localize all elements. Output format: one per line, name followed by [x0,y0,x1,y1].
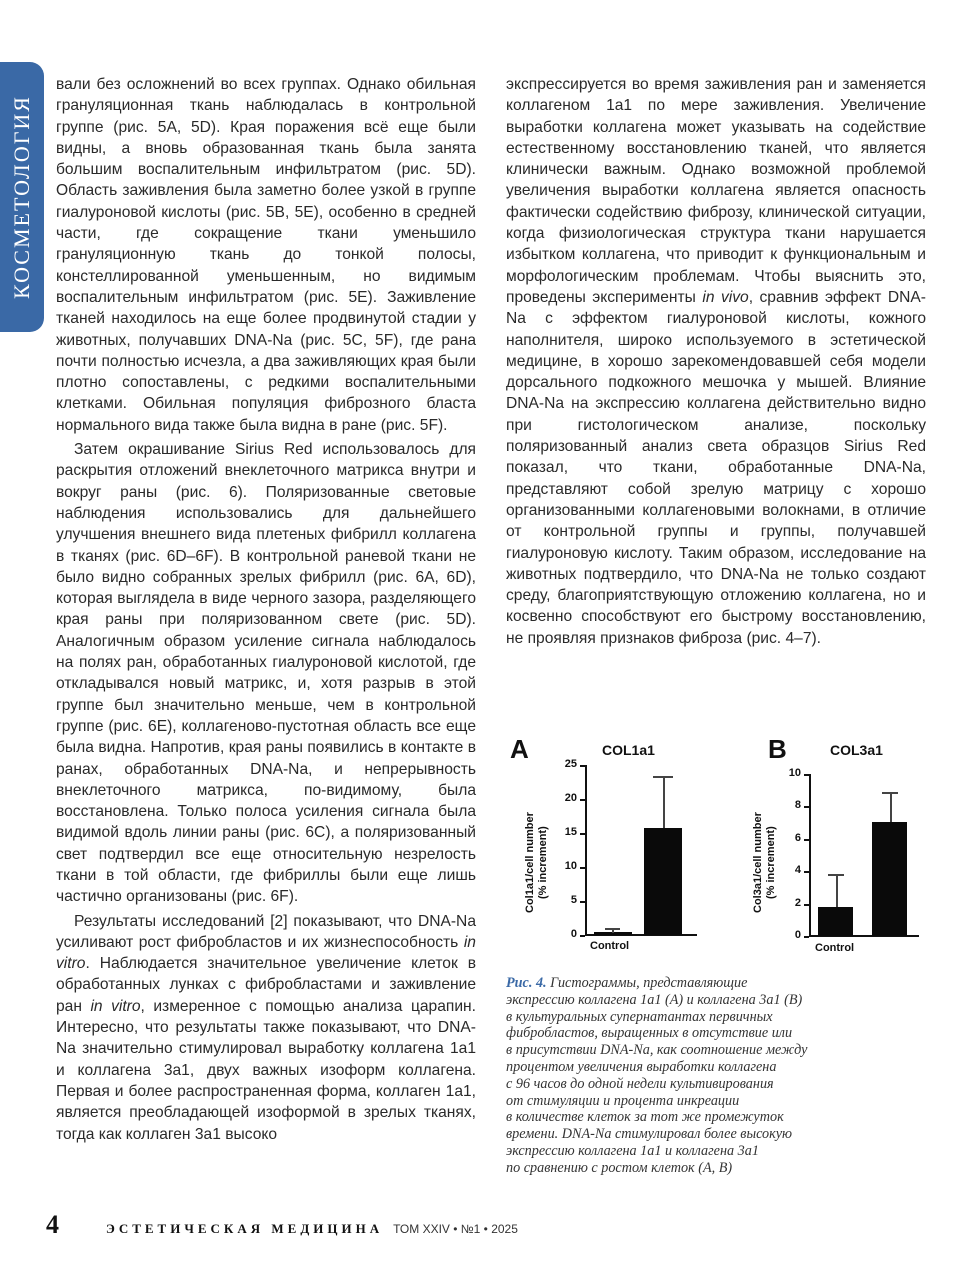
right-column [506,74,926,649]
chart-title: COL3a1 [830,742,883,758]
bar-control [818,907,853,936]
section-tab-label: КОСМЕТОЛОГИЯ [9,95,34,299]
page-number: 4 [46,1210,59,1239]
y-axis-label: Col3a1/cell number (% increment) [752,812,777,914]
chart-title: COL1a1 [602,742,655,758]
left-column [56,74,476,1145]
y-axis-label: Col1a1/cell number (% increment) [524,812,549,914]
x-category-label: Control [815,942,855,954]
paragraph: Результаты исследований [2] показывают, что DNA-Na усиливают рост фибробластов и их жизнеспособность in vitro. Наблюдается значительное увеличение клеток в обработанных лунках с фибробластами и заживление ран in vitro, измеренное с помощью анализа царапин. Интересно, что результаты также показывают, что DNA-Na значительно стимулировал выработку коллагена 1a1 и коллагена 3a1, двух важных изоформ коллагена. Первая и более распространенная форма, коллаген 1a1, является преобладающей изоформой в зрелых тканях, тогда как коллаген 3a1 высоко [56,912,476,1143]
x-category-label: Control [590,940,630,952]
bar-dna-na [872,822,907,936]
paragraph: вали без осложнений во всех группах. Однако обильная грануляционная ткань наблюдалась в контрольной группе (рис. 5A, 5D). Края поражения всё еще были видны, а вновь образованная ткань была занята большим воспалительным инфильтратом (рис. 5D). Область заживления была заметно более узкой в группе гиалуроновой кислоты (рис. 5B, 5E), особенно в средней части, где сокращение ткани уменьшило грануляционную ткань до тонкой полосы, констеллированной уменьшенным, но видимым воспалительным инфильтратом (рис. 5E). Заживление тканей находилось на еще более продвинутой стадии у животных, получавших DNA-Na (рис. 5C, 5F), где рана почти полностью исчезла, а два заживляющих края были плотно сопоставлены, с редкими воспалительными клетками. Обильная популяция фиброзного бласта нормального вида также была видна в ране (рис. 5F). [56,76,476,434]
page-footer [46,1210,946,1240]
figure-4 [506,730,936,960]
caption-label: Рис. 4. [506,975,547,991]
italic-term: in vitro [90,997,141,1015]
italic-term: in vivo [702,288,749,306]
y-axis [809,774,811,937]
italic-term: in vitro [56,933,476,973]
journal-name: ЭСТЕТИЧЕСКАЯ МЕДИЦИНА [106,1221,384,1236]
section-tab [0,62,44,332]
issue-info: ТОМ XXIV • №1 • 2025 [393,1222,518,1236]
figure-caption: Рис. 4. Гистограммы, представляющие экспрессию коллагена 1a1 (A) и коллагена 3a1 (B) в культуральных супернатантах первичных фибробластов, выращенных в отсутствие или в присутствии DNA-Na, как соотношение между процентом увеличения выработки коллагена с 96 часов до одной недели культивирования от стимуляции и процента инкреации в количестве клеток за тот же промежуток времени. DNA-Na стимулировал более высокую экспрессию коллагена 1a1 и коллагена 3a1 по сравнению с ростом клеток (A, B) [506,975,808,1176]
y-axis [585,765,587,936]
bar-chart-col1a1: A COL1a1 Col1a1/cell number (% increment) 25 20 15 10 5 0 Control [506,730,726,960]
bar-chart-col3a1: B COL3a1 Col3a1/cell number (% increment) 10 8 6 4 2 0 Control [742,730,942,960]
bar-dna-na [644,828,682,935]
panel-letter: A [510,734,529,764]
paragraph: экспрессируется во время заживления ран и заменяется коллагеном 1a1 по мере заживления. Увеличение выработки коллагена может указывать на содействие естественному восстановлению тканей, что является клинически важным. Однако возможной проблемой увеличения выработки коллагена является опасность фактически содействию фиброзу, клинической ситуации, когда физиологическая структура ткани нарушается избытком коллагена, что приводит к функциональным и морфологическим проблемам. Чтобы выяснить это, проведены эксперименты in vivo, сравнив эффект DNA-Na с эффектом гиалуроновой кислоты, кожного наполнителя, широко используемого в эстетической медицине, в хорошо зарекомендовавшей себя модели дорсального подкожного мешочка у мышей. Влияние DNA-Na на экспрессию коллагена действительно видно при гистологическом анализе, поскольку поляризованный анализ света образцов Sirius Red показал, что ткани, обработанные DNA-Na, представляют собой зрелую матрицу с хорошо организованными коллагеновыми волокнами, в отличие от контрольной группы и группы, получавшей гиалуроновую кислоту. Таким образом, исследование на животных подтвердило, что DNA-Na не только создают среду, благоприятствующую отложению коллагена, но и косвенно способствуют его быстрому восстановлению, не проявляя признаков фиброза (рис. 4–7). [506,76,927,647]
paragraph: Затем окрашивание Sirius Red использовалось для раскрытия отложений внеклеточного матрикса внутри и вокруг раны (рис. 6). Поляризованные световые наблюдения использовались для дальнейшего улучшения внешнего вида плетеных фибрилл коллагена в тканях (рис. 6D–6F). В контрольной раневой ткани не было видно собранных зрелых фибрилл (рис. 6A, 6D), которая выглядела в виде черного зазора, разделяющего края раны при поляризованном свете (рис. 5D). Аналогичным образом усиление сигнала наблюдалось на полях ран, обработанных гиалуроновой кислотой, где откладывался новый матрикс, и, хотя разрыв в этой группе был значительно меньше, чем в контрольной группе (рис. 6E), коллагеново-пустотная область все еще была видна. Напротив, края раны появились в контакте в ранах, обработанных DNA-Na, и непрерывность внеклеточного матрикса, по-видимому, была восстановлена. Только полоса усиления сигнала была видимой вдоль линии раны (рис. 6C), а поляризованный свет подтвердил все еще относительную незрелость ткани в той области, где фибриллы были еще лишь частично организованы (рис. 6F). [56,441,476,906]
panel-letter: B [768,734,787,764]
